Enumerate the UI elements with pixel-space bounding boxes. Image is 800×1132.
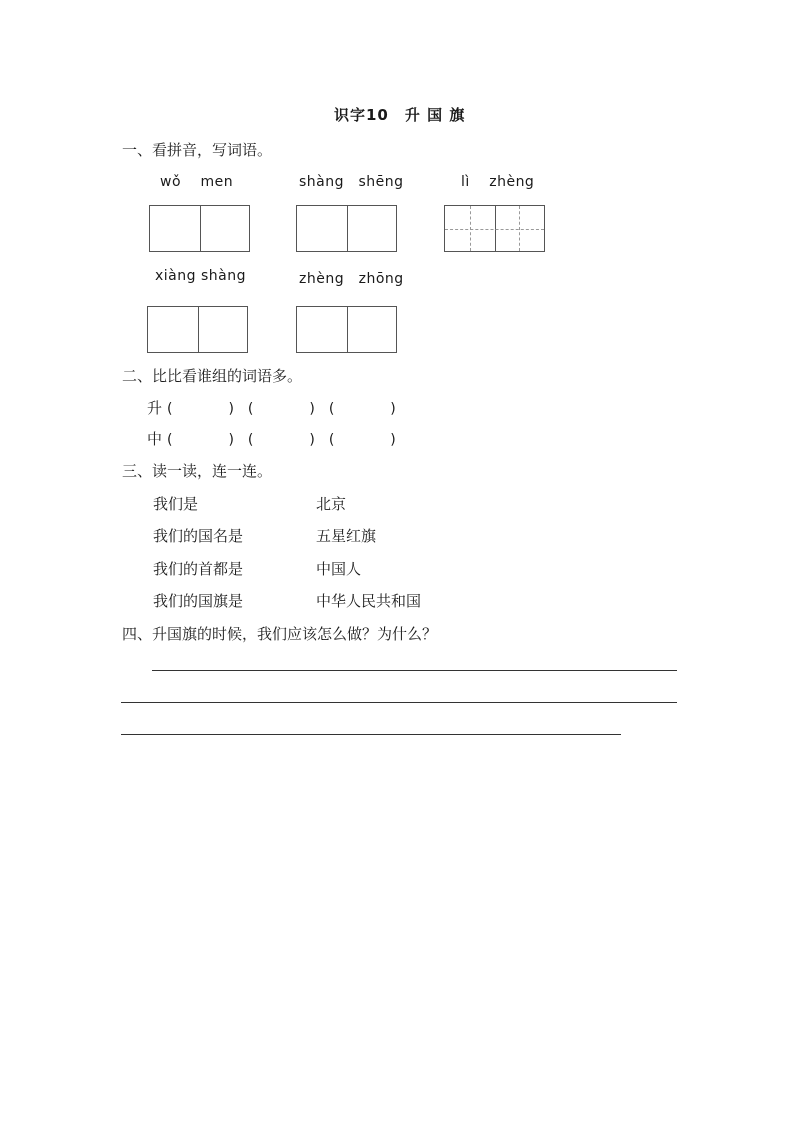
writing-box-zheng-zhong[interactable]	[296, 306, 397, 353]
writing-box-shang-sheng[interactable]	[296, 205, 397, 252]
section-1-heading: 一、看拼音，写词语。	[122, 141, 273, 159]
match-right-item[interactable]: 北京	[316, 495, 347, 513]
word-group-char-sheng: 升	[147, 399, 163, 417]
answer-line-3[interactable]	[121, 734, 621, 735]
word-group-blanks-sheng[interactable]: ( ) ( ) ( )	[167, 401, 396, 417]
section-2-heading: 二、比比看谁组的词语多。	[122, 367, 303, 385]
match-left-item[interactable]: 我们的首都是	[153, 560, 244, 578]
pinyin-xiang-shang: xiàng shàng	[155, 268, 246, 284]
word-group-char-zhong: 中	[147, 430, 163, 448]
pinyin-wo-men: wǒ men	[160, 174, 234, 190]
writing-box-xiang-shang[interactable]	[147, 306, 248, 353]
section-4-heading: 四、升国旗的时候，我们应该怎么做？为什么？	[122, 625, 438, 643]
match-left-item[interactable]: 我们的国旗是	[153, 592, 244, 610]
writing-box-wo-men[interactable]	[149, 205, 250, 252]
section-3-heading: 三、读一读，连一连。	[122, 462, 273, 480]
match-left-item[interactable]: 我们的国名是	[153, 527, 244, 545]
writing-grid-li-zheng[interactable]	[444, 205, 545, 252]
pinyin-li-zheng: lì zhèng	[461, 174, 535, 190]
match-left-item[interactable]: 我们是	[153, 495, 199, 513]
answer-line-2[interactable]	[121, 702, 677, 703]
pinyin-zheng-zhong: zhèng zhōng	[299, 271, 404, 287]
pinyin-shang-sheng: shàng shēng	[299, 174, 404, 190]
match-right-item[interactable]: 中国人	[316, 560, 362, 578]
word-group-blanks-zhong[interactable]: ( ) ( ) ( )	[167, 432, 396, 448]
page-title: 识字10 升 国 旗	[334, 106, 466, 124]
match-right-item[interactable]: 中华人民共和国	[316, 592, 422, 610]
answer-line-1[interactable]	[152, 670, 677, 671]
match-right-item[interactable]: 五星红旗	[316, 527, 377, 545]
